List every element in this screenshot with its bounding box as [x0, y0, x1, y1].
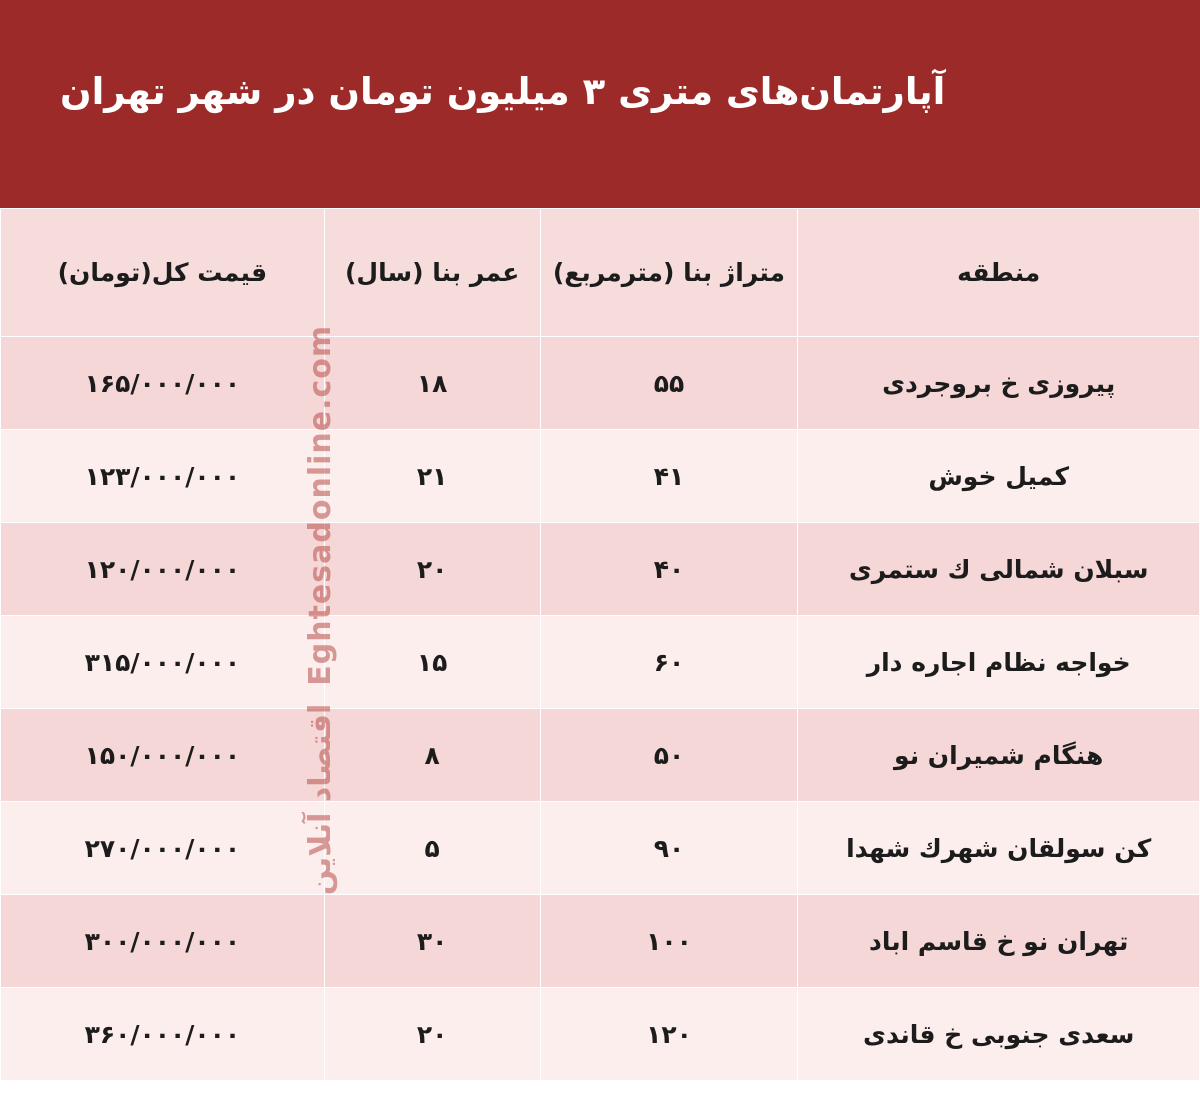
cell-age: ۱۸ — [324, 337, 540, 430]
cell-area: سبلان شمالی ك ستمری — [798, 523, 1200, 616]
cell-area: تهران نو خ قاسم اباد — [798, 895, 1200, 988]
table-body — [1, 337, 1200, 1081]
price-table-container — [0, 208, 1200, 1081]
table-header-row — [1, 209, 1200, 337]
page-title: آپارتمان‌های متری ۳ میلیون تومان در شهر تهران — [60, 70, 946, 114]
cell-price: ۲۷۰/۰۰۰/۰۰۰ — [1, 802, 325, 895]
cell-price: ۱۶۵/۰۰۰/۰۰۰ — [1, 337, 325, 430]
cell-area: سعدی جنوبی خ قاندی — [798, 988, 1200, 1081]
table-row — [1, 430, 1200, 523]
cell-age: ۲۰ — [324, 523, 540, 616]
watermark-persian: اقتصاد آنلاین — [302, 703, 338, 896]
column-header-price: قیمت کل(تومان) — [1, 209, 325, 337]
cell-age: ۲۰ — [324, 988, 540, 1081]
cell-area: هنگام شمیران نو — [798, 709, 1200, 802]
price-table — [0, 208, 1200, 1081]
table-row — [1, 337, 1200, 430]
cell-price: ۳۱۵/۰۰۰/۰۰۰ — [1, 616, 325, 709]
cell-price: ۳۰۰/۰۰۰/۰۰۰ — [1, 895, 325, 988]
cell-age: ۳۰ — [324, 895, 540, 988]
cell-size: ۴۱ — [540, 430, 798, 523]
table-row — [1, 709, 1200, 802]
column-header-age: عمر بنا (سال) — [324, 209, 540, 337]
cell-age: ۸ — [324, 709, 540, 802]
cell-area: پیروزی خ بروجردی — [798, 337, 1200, 430]
cell-area: خواجه نظام اجاره دار — [798, 616, 1200, 709]
table-header — [1, 209, 1200, 337]
header-banner — [0, 0, 1200, 208]
cell-price: ۱۲۳/۰۰۰/۰۰۰ — [1, 430, 325, 523]
cell-size: ۵۵ — [540, 337, 798, 430]
cell-size: ۵۰ — [540, 709, 798, 802]
cell-area: کن سولقان شهرك شهدا — [798, 802, 1200, 895]
cell-age: ۱۵ — [324, 616, 540, 709]
table-row — [1, 523, 1200, 616]
column-header-size: متراژ بنا (مترمربع) — [540, 209, 798, 337]
table-row — [1, 895, 1200, 988]
cell-size: ۴۰ — [540, 523, 798, 616]
cell-age: ۲۱ — [324, 430, 540, 523]
cell-size: ۶۰ — [540, 616, 798, 709]
table-row — [1, 802, 1200, 895]
cell-size: ۹۰ — [540, 802, 798, 895]
cell-price: ۱۵۰/۰۰۰/۰۰۰ — [1, 709, 325, 802]
table-row — [1, 988, 1200, 1081]
cell-size: ۱۲۰ — [540, 988, 798, 1081]
cell-size: ۱۰۰ — [540, 895, 798, 988]
cell-age: ۵ — [324, 802, 540, 895]
cell-price: ۱۲۰/۰۰۰/۰۰۰ — [1, 523, 325, 616]
column-header-area: منطقه — [798, 209, 1200, 337]
cell-price: ۳۶۰/۰۰۰/۰۰۰ — [1, 988, 325, 1081]
cell-area: کمیل خوش — [798, 430, 1200, 523]
table-row — [1, 616, 1200, 709]
watermark-latin: Eghtesadonline.com — [302, 324, 338, 686]
